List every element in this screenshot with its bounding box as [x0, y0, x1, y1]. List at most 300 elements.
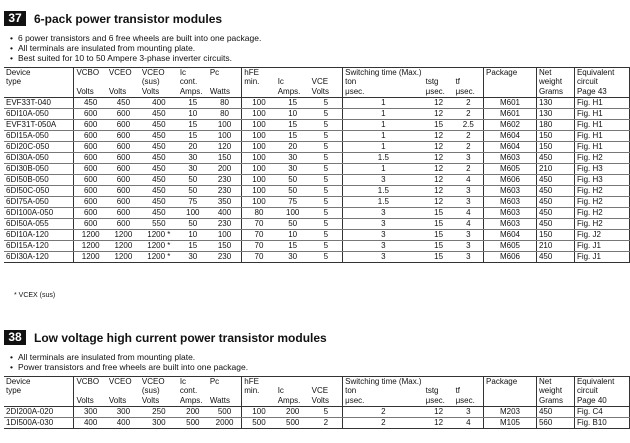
table-cell: M601	[484, 98, 537, 109]
table-cell: 100	[208, 120, 242, 131]
table-cell: 450	[536, 208, 574, 219]
header-cell: Volts	[74, 87, 107, 98]
table-cell: 200	[276, 407, 310, 418]
table-row	[4, 208, 630, 219]
header-cell: Switching time (Max.)	[343, 68, 424, 78]
table-cell: 15	[276, 98, 310, 109]
table-cell: 5	[310, 407, 343, 418]
table-cell: 300	[107, 407, 140, 418]
table-cell: Fig. H2	[574, 219, 629, 230]
table-cell: Fig. H1	[574, 120, 629, 131]
table-cell: 450	[536, 252, 574, 263]
table-cell: M605	[484, 164, 537, 175]
header-cell: circuit	[574, 77, 629, 87]
table-cell: 500	[276, 418, 310, 429]
table-cell: 1	[343, 142, 424, 153]
table-cell: 450	[140, 164, 178, 175]
table-cell: 1200	[107, 252, 140, 263]
header-cell: Amps.	[276, 87, 310, 98]
header-cell	[484, 386, 537, 396]
table-cell: 3	[343, 219, 424, 230]
header-cell: VCBO	[74, 377, 107, 387]
table-cell: 100	[178, 208, 208, 219]
header-cell: min.	[244, 77, 260, 86]
table-cell: 500	[178, 418, 208, 429]
table-cell: 600	[74, 219, 107, 230]
table-cell: 210	[536, 164, 574, 175]
header-cell: Volts	[140, 87, 178, 98]
section-38-table	[4, 376, 630, 429]
table-cell: 10	[276, 230, 310, 241]
table-cell: 600	[74, 175, 107, 186]
header-cell: circuit	[574, 386, 629, 396]
header-cell: hFE	[242, 68, 276, 78]
table-cell: 1.5	[343, 153, 424, 164]
table-cell: 500	[242, 418, 276, 429]
table-cell: EVF33T-040	[4, 98, 74, 109]
table-cell: 150	[536, 230, 574, 241]
table-cell: M603	[484, 208, 537, 219]
table-cell: 6DI15A-120	[4, 241, 74, 252]
table-cell: 230	[208, 219, 242, 230]
bullet-item: • All terminals are insulated from mounting plate.	[10, 352, 248, 362]
table-cell: 2DI200A-020	[4, 407, 74, 418]
table-row	[4, 109, 630, 120]
header-cell: tf	[454, 386, 484, 396]
table-cell: 70	[242, 230, 276, 241]
header-cell: (sus)	[141, 77, 160, 86]
header-cell: Ic	[277, 77, 284, 86]
table-cell: 150	[536, 142, 574, 153]
table-cell: Fig. J2	[574, 230, 629, 241]
table-cell: 1200	[107, 241, 140, 252]
table-row	[4, 142, 630, 153]
header-cell: cont.	[179, 77, 198, 86]
header-cell: VCBO	[74, 68, 107, 78]
table-cell: 450	[107, 98, 140, 109]
table-row	[4, 407, 630, 418]
table-cell: 150	[536, 131, 574, 142]
table-cell: 80	[208, 109, 242, 120]
table-cell: 5	[310, 186, 343, 197]
table-cell: 3	[343, 208, 424, 219]
table-cell: 3	[454, 197, 484, 208]
header-cell	[424, 68, 454, 78]
table-cell: 15	[276, 131, 310, 142]
bullet-item: • Best suited for 10 to 50 Ampere 3-phase inverter circuits.	[10, 53, 261, 63]
table-cell: 450	[140, 131, 178, 142]
table-cell: 6DI20C-050	[4, 142, 74, 153]
table-cell: 6DI50C-050	[4, 186, 74, 197]
header-cell: cont.	[179, 386, 198, 395]
header-cell	[4, 396, 74, 407]
table-cell: 450	[140, 175, 178, 186]
table-cell: 600	[74, 197, 107, 208]
table-cell: 10	[178, 230, 208, 241]
table-cell: 12	[424, 175, 454, 186]
header-cell: Device	[4, 68, 74, 78]
table-cell: EVF31T-050A	[4, 120, 74, 131]
table-cell: 20	[276, 142, 310, 153]
table-cell: Fig. B10	[574, 418, 629, 429]
table-cell: 350	[208, 197, 242, 208]
table-cell: 70	[242, 219, 276, 230]
table-cell: 12	[424, 164, 454, 175]
table-cell: 100	[242, 407, 276, 418]
header-cell: Amps.	[178, 87, 208, 98]
header-cell: μsec.	[454, 396, 484, 407]
section-37-heading	[4, 11, 222, 26]
header-cell: type	[4, 386, 74, 396]
table-cell: 1.5	[343, 186, 424, 197]
header-cell: μsec.	[454, 87, 484, 98]
table-cell: 6DI10A-120	[4, 230, 74, 241]
table-cell: 12	[424, 197, 454, 208]
header-cell: μsec.	[424, 396, 454, 407]
table-cell: 6DI15A-050	[4, 131, 74, 142]
table-cell: 6DI50B-050	[4, 175, 74, 186]
table-cell: 1	[343, 164, 424, 175]
table-cell: 75	[276, 197, 310, 208]
table-cell: 10	[178, 109, 208, 120]
table-row	[4, 98, 630, 109]
header-cell: Volts	[107, 87, 140, 98]
table-row	[4, 153, 630, 164]
table-cell: 3	[454, 186, 484, 197]
table-cell: 5	[310, 252, 343, 263]
table-row	[4, 175, 630, 186]
table-cell: 5	[310, 98, 343, 109]
section-38-number: 38	[4, 330, 26, 345]
header-cell: Package	[484, 68, 537, 78]
header-cell: (sus)	[141, 386, 160, 395]
table-cell: 50	[276, 186, 310, 197]
table-cell: M606	[484, 175, 537, 186]
table-cell: 600	[107, 175, 140, 186]
table-row	[4, 219, 630, 230]
table-header-row	[4, 87, 630, 98]
table-cell: 10	[276, 109, 310, 120]
table-cell: 600	[107, 219, 140, 230]
table-cell: 1DI500A-030	[4, 418, 74, 429]
table-cell: 2	[454, 131, 484, 142]
table-cell: 2	[454, 142, 484, 153]
table-cell: 3	[454, 252, 484, 263]
table-cell: 2.5	[454, 120, 484, 131]
table-cell: 130	[536, 109, 574, 120]
header-cell	[208, 386, 242, 396]
table-cell: 12	[424, 186, 454, 197]
table-cell: 15	[178, 98, 208, 109]
header-cell: VCEO	[107, 377, 140, 387]
header-cell: Volts	[310, 396, 343, 407]
table-cell: 15	[178, 120, 208, 131]
table-cell: 600	[107, 142, 140, 153]
table-cell: 100	[242, 109, 276, 120]
header-cell: tstg	[425, 77, 439, 86]
header-cell	[484, 396, 537, 407]
table-cell: 15	[424, 219, 454, 230]
table-cell: 12	[424, 98, 454, 109]
header-cell	[484, 87, 537, 98]
header-cell: weight	[536, 77, 574, 87]
header-cell: VCEO	[140, 377, 178, 387]
table-cell: 1	[343, 98, 424, 109]
table-cell: 2	[454, 109, 484, 120]
table-row	[4, 186, 630, 197]
table-cell: 600	[107, 197, 140, 208]
header-cell	[107, 77, 140, 87]
table-cell: 5	[310, 164, 343, 175]
header-cell: Volts	[310, 87, 343, 98]
header-cell	[424, 377, 454, 387]
table-header-row	[4, 396, 630, 407]
table-cell: 450	[536, 175, 574, 186]
table-row	[4, 418, 630, 429]
header-cell: min.	[244, 386, 260, 395]
table-row	[4, 197, 630, 208]
table-cell: 20	[178, 142, 208, 153]
table-cell: M604	[484, 142, 537, 153]
header-cell	[242, 396, 276, 407]
table-cell: 450	[536, 219, 574, 230]
table-cell: 15	[178, 241, 208, 252]
table-cell: 2000	[208, 418, 242, 429]
table-cell: 100	[242, 197, 276, 208]
table-cell: 600	[107, 109, 140, 120]
table-cell: 30	[276, 252, 310, 263]
table-cell: 5	[310, 175, 343, 186]
table-cell: 450	[140, 142, 178, 153]
table-cell: 5	[310, 208, 343, 219]
table-cell: 1	[343, 120, 424, 131]
table-cell: 450	[74, 98, 107, 109]
table-cell: 100	[208, 230, 242, 241]
table-cell: 50	[276, 219, 310, 230]
table-cell: 3	[454, 241, 484, 252]
header-cell: Page 43	[574, 87, 629, 98]
table-row	[4, 252, 630, 263]
table-cell: 30	[276, 153, 310, 164]
header-cell: μsec.	[343, 396, 424, 407]
table-cell: 6DI10A-050	[4, 109, 74, 120]
table-cell: 600	[74, 153, 107, 164]
header-cell: VCE	[310, 386, 343, 396]
table-cell: 450	[536, 186, 574, 197]
header-cell: Volts	[74, 396, 107, 407]
table-cell: 5	[310, 219, 343, 230]
table-header-row	[4, 77, 630, 87]
table-cell: 1200	[74, 241, 107, 252]
table-cell: 600	[74, 142, 107, 153]
table-cell: 200	[178, 407, 208, 418]
section-37-table	[4, 67, 630, 263]
table-cell: 6DI30A-120	[4, 252, 74, 263]
table-cell: Fig. H3	[574, 164, 629, 175]
table-cell: Fig. H1	[574, 109, 629, 120]
table-cell: 150	[208, 153, 242, 164]
table-cell: 300	[74, 407, 107, 418]
table-cell: M603	[484, 197, 537, 208]
table-cell: 5	[310, 142, 343, 153]
table-cell: 3	[343, 252, 424, 263]
header-cell: Net	[536, 68, 574, 78]
table-cell: 500	[208, 407, 242, 418]
table-cell: 70	[242, 252, 276, 263]
table-cell: M603	[484, 153, 537, 164]
section-38-bullets	[10, 352, 248, 372]
table-cell: 100	[242, 186, 276, 197]
header-cell: Amps.	[276, 396, 310, 407]
table-cell: 100	[242, 98, 276, 109]
table-cell: 12	[424, 131, 454, 142]
table-cell: 1200 *	[140, 241, 178, 252]
table-cell: M605	[484, 241, 537, 252]
bullet-item: • 6 power transistors and 6 free wheels are built into one package.	[10, 33, 261, 43]
table-cell: 15	[178, 131, 208, 142]
table-cell: 3	[343, 175, 424, 186]
table-cell: 3	[343, 241, 424, 252]
header-cell	[310, 377, 343, 387]
header-cell: hFE	[242, 377, 276, 387]
table-cell: 550	[140, 219, 178, 230]
table-cell: 100	[208, 131, 242, 142]
table-cell: 2	[454, 98, 484, 109]
table-cell: 1200 *	[140, 252, 178, 263]
table-cell: M604	[484, 131, 537, 142]
bullet-item: • All terminals are insulated from mounting plate.	[10, 43, 261, 53]
table-cell: 75	[178, 197, 208, 208]
table-cell: 5	[310, 131, 343, 142]
table-cell: 1200	[74, 230, 107, 241]
table-cell: 50	[178, 186, 208, 197]
table-cell: 100	[242, 175, 276, 186]
table-header-row	[4, 386, 630, 396]
section-37-footnote: * VCEX (sus)	[14, 292, 56, 299]
table-cell: 3	[454, 407, 484, 418]
table-cell: 12	[424, 142, 454, 153]
table-cell: Fig. H1	[574, 131, 629, 142]
table-cell: 210	[536, 241, 574, 252]
table-cell: 30	[276, 164, 310, 175]
table-cell: 5	[310, 241, 343, 252]
table-cell: 150	[208, 241, 242, 252]
table-cell: Fig. C4	[574, 407, 629, 418]
header-cell: Equivalent	[574, 68, 629, 78]
header-cell: Switching time (Max.)	[343, 377, 424, 387]
table-header-row	[4, 68, 630, 78]
header-cell: Volts	[140, 396, 178, 407]
table-cell: 400	[107, 418, 140, 429]
header-cell: μsec.	[424, 87, 454, 98]
table-cell: 15	[276, 241, 310, 252]
table-cell: 6DI75A-050	[4, 197, 74, 208]
header-cell: tstg	[425, 386, 439, 395]
table-cell: Fig. J1	[574, 241, 629, 252]
table-cell: 230	[208, 252, 242, 263]
header-cell: type	[4, 77, 74, 87]
header-cell	[310, 68, 343, 78]
table-cell: 450	[140, 186, 178, 197]
table-cell: 600	[107, 131, 140, 142]
section-37-number: 37	[4, 11, 26, 26]
table-cell: 1	[343, 131, 424, 142]
section-38-title: Low voltage high current power transistor modules	[34, 330, 327, 345]
table-cell: 1200	[107, 230, 140, 241]
table-cell: 1	[343, 109, 424, 120]
table-row	[4, 131, 630, 142]
header-cell: Amps.	[178, 396, 208, 407]
table-cell: 80	[208, 98, 242, 109]
table-cell: Fig. H2	[574, 197, 629, 208]
table-cell: Fig. H2	[574, 186, 629, 197]
table-cell: 15	[424, 120, 454, 131]
table-cell: 450	[140, 197, 178, 208]
table-cell: 12	[424, 109, 454, 120]
table-cell: 450	[140, 153, 178, 164]
header-cell	[276, 68, 310, 78]
header-cell: ton	[345, 77, 357, 86]
section-38-heading	[4, 330, 327, 345]
table-cell: 12	[424, 153, 454, 164]
table-cell: 450	[140, 109, 178, 120]
table-cell: M602	[484, 120, 537, 131]
table-cell: M603	[484, 186, 537, 197]
table-cell: 600	[107, 164, 140, 175]
table-cell: 600	[74, 109, 107, 120]
header-cell: Equivalent	[574, 377, 629, 387]
table-cell: 30	[178, 153, 208, 164]
table-cell: 600	[74, 131, 107, 142]
table-cell: Fig. H2	[574, 208, 629, 219]
table-cell: 4	[454, 208, 484, 219]
table-cell: 1.5	[343, 197, 424, 208]
header-cell: VCE	[310, 77, 343, 87]
table-cell: 12	[424, 407, 454, 418]
table-header-row	[4, 377, 630, 387]
header-cell	[484, 77, 537, 87]
table-cell: 15	[424, 208, 454, 219]
header-cell: Net	[536, 377, 574, 387]
table-cell: 15	[424, 252, 454, 263]
table-cell: 5	[310, 109, 343, 120]
table-cell: 400	[140, 98, 178, 109]
header-cell: tf	[454, 77, 484, 87]
table-cell: 4	[454, 219, 484, 230]
table-row	[4, 164, 630, 175]
table-cell: 50	[178, 175, 208, 186]
table-cell: 5	[310, 197, 343, 208]
table-row	[4, 120, 630, 131]
table-cell: Fig. H2	[574, 153, 629, 164]
table-cell: 600	[74, 186, 107, 197]
table-cell: 70	[242, 241, 276, 252]
table-cell: 250	[140, 407, 178, 418]
table-row	[4, 230, 630, 241]
table-cell: 600	[107, 153, 140, 164]
header-cell: Page 40	[574, 396, 629, 407]
table-cell: 5	[310, 230, 343, 241]
table-cell: 100	[242, 164, 276, 175]
table-cell: 50	[276, 175, 310, 186]
table-cell: 2	[343, 407, 424, 418]
table-cell: M604	[484, 230, 537, 241]
table-cell: 600	[107, 120, 140, 131]
table-cell: Fig. J1	[574, 252, 629, 263]
table-cell: 1200 *	[140, 230, 178, 241]
table-cell: 400	[208, 208, 242, 219]
header-cell: Package	[484, 377, 537, 387]
